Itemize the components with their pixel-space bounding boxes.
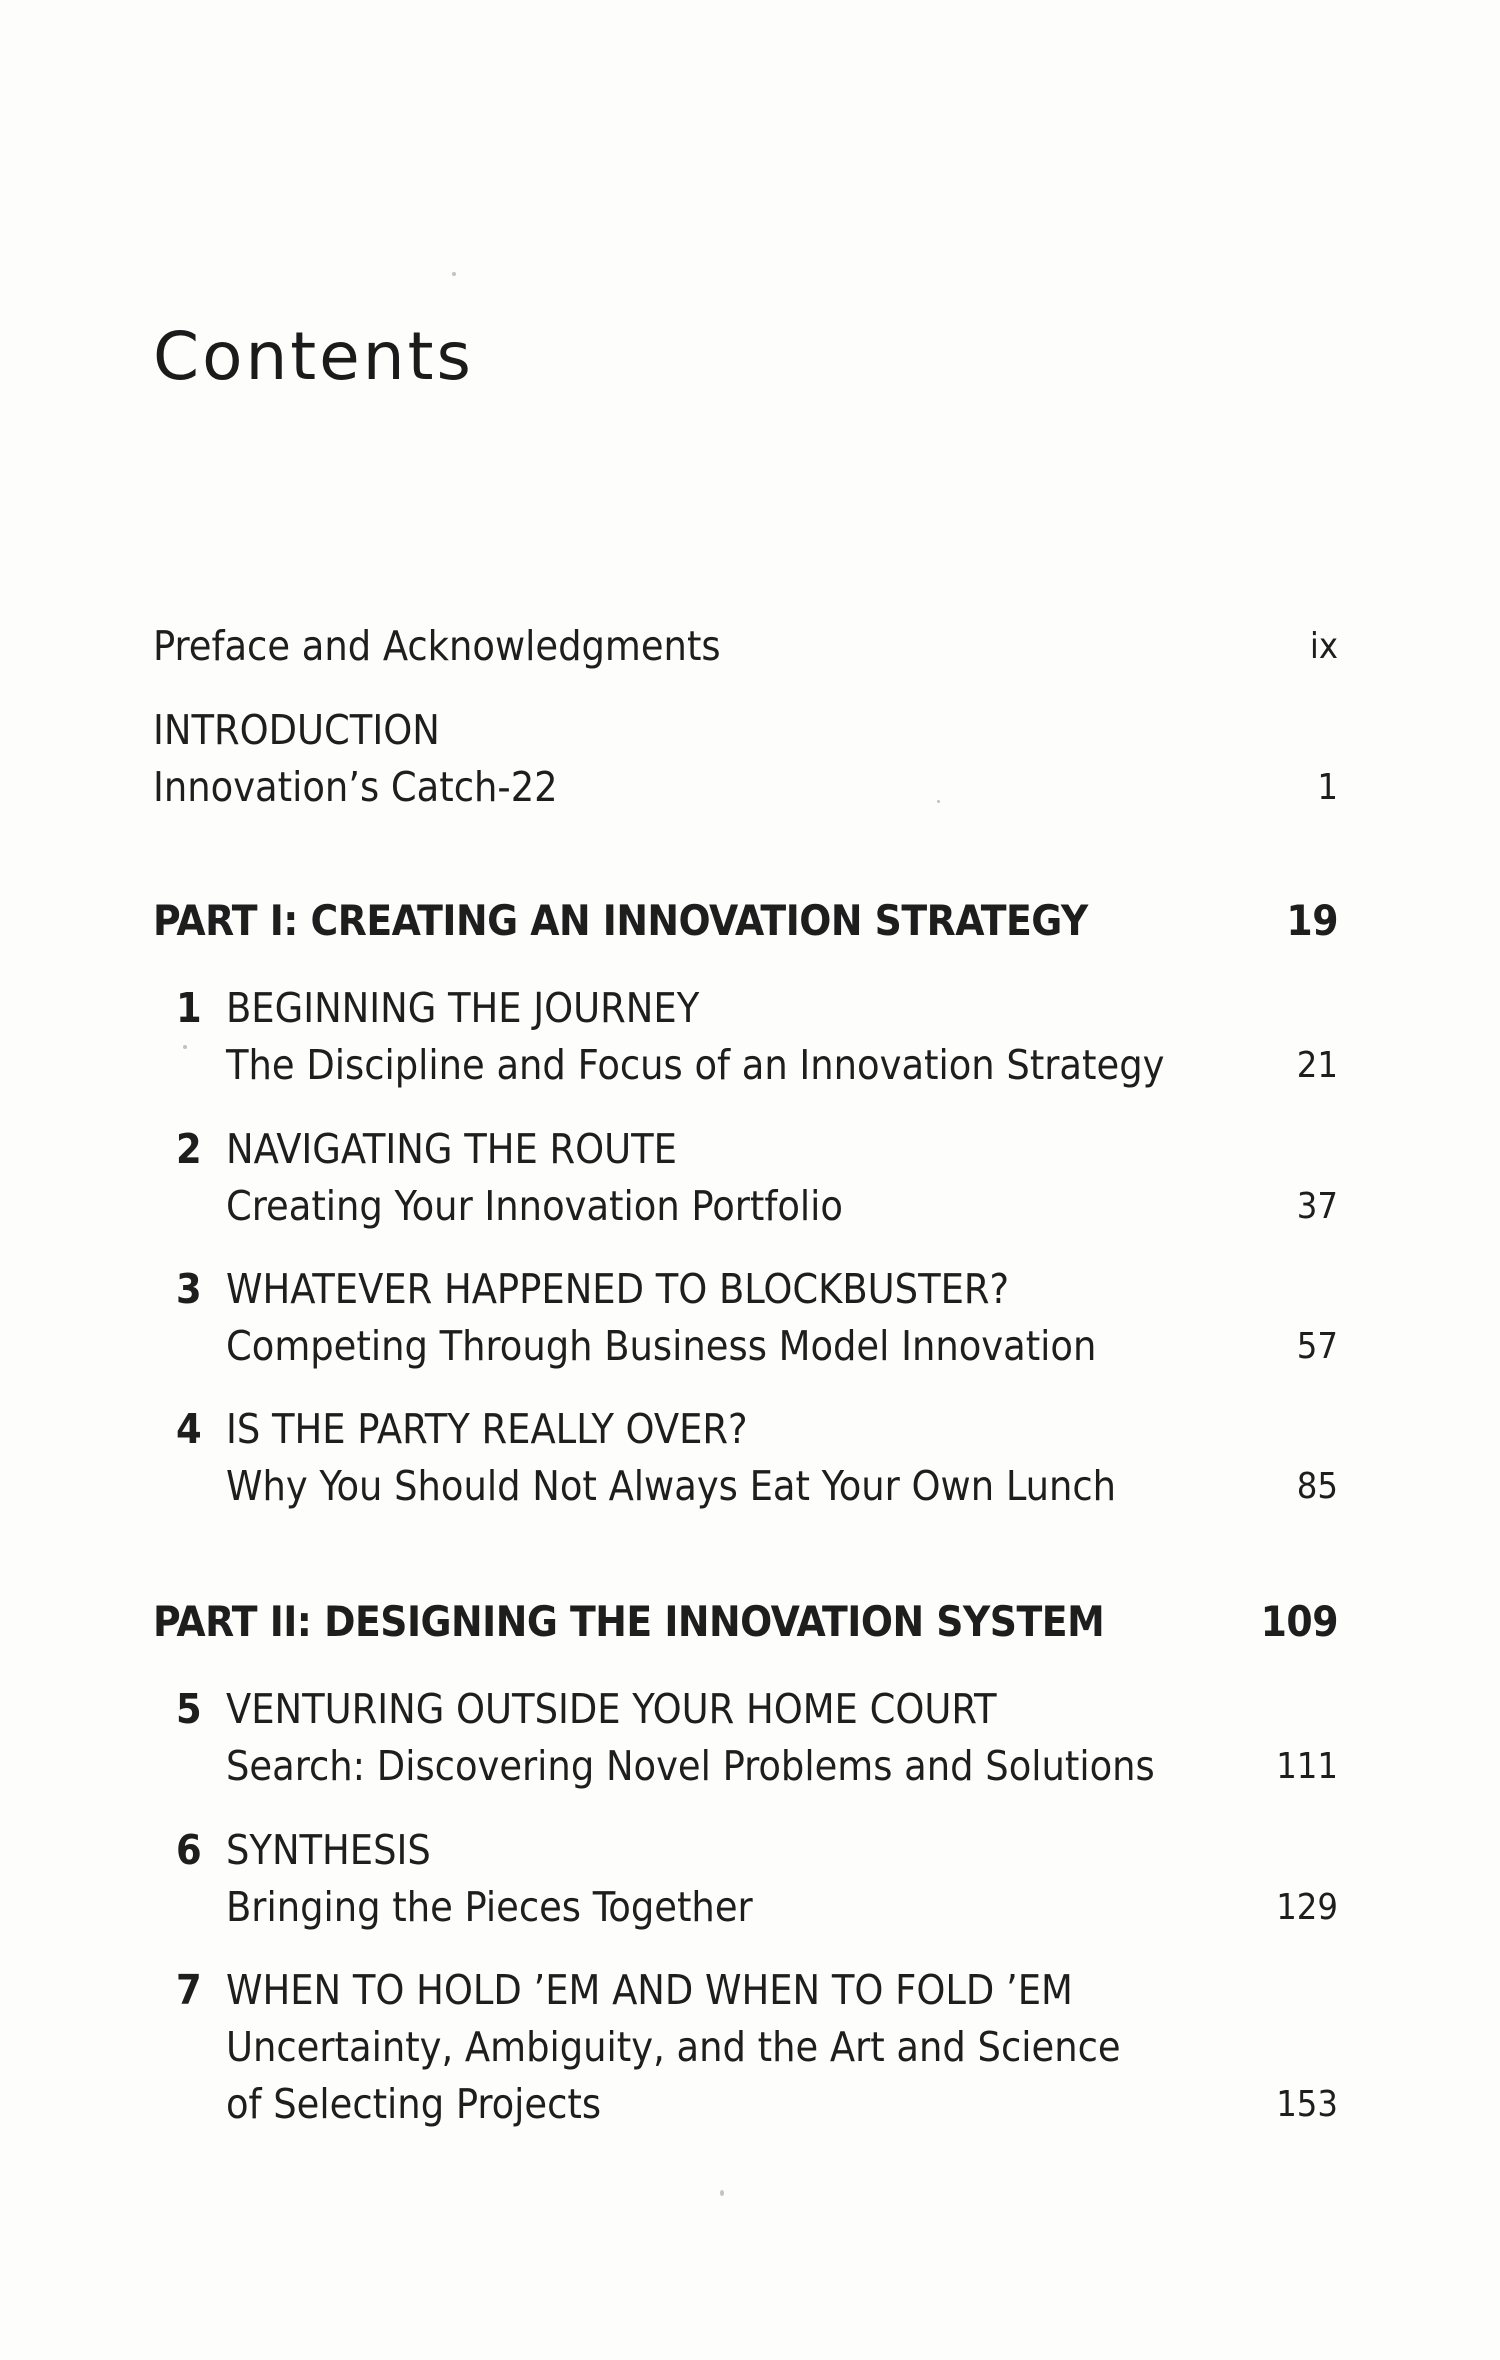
chapter-number: 5 <box>176 1685 202 1733</box>
page-number: 1 <box>1317 767 1338 808</box>
chapter-subtitle: Bringing the Pieces Together <box>226 1883 753 1931</box>
chapter-subtitle: Creating Your Innovation Portfolio <box>226 1182 843 1230</box>
toc-entry-introduction <box>153 702 1338 816</box>
toc-part-2 <box>153 1593 1338 1650</box>
scan-speck <box>720 2190 724 2196</box>
page-number: 85 <box>1296 1466 1338 1507</box>
toc-chapter-2 <box>153 1121 1338 1235</box>
chapter-subtitle: Why You Should Not Always Eat Your Own Lunch <box>226 1462 1117 1510</box>
scan-speck <box>937 800 940 803</box>
page-number: 111 <box>1276 1746 1338 1787</box>
toc-chapter-4 <box>153 1401 1338 1515</box>
chapter-heading: BEGINNING THE JOURNEY <box>226 984 700 1032</box>
page-number: 153 <box>1276 2084 1338 2125</box>
toc-part-1 <box>153 892 1338 949</box>
page-number: 109 <box>1260 1597 1338 1646</box>
chapter-subtitle: The Discipline and Focus of an Innovation Strategy <box>226 1041 1165 1089</box>
scan-speck <box>452 272 456 276</box>
page-number: 57 <box>1296 1326 1338 1367</box>
scan-speck <box>183 1045 187 1049</box>
chapter-number: 7 <box>176 1966 202 2014</box>
chapter-number: 6 <box>176 1826 202 1874</box>
chapter-heading: IS THE PARTY REALLY OVER? <box>226 1405 748 1453</box>
entry-subtitle: Innovation’s Catch-22 <box>153 763 558 811</box>
chapter-subtitle: Uncertainty, Ambiguity, and the Art and Science <box>226 2023 1121 2071</box>
chapter-heading: WHEN TO HOLD ’EM AND WHEN TO FOLD ’EM <box>226 1966 1073 2014</box>
entry-heading: INTRODUCTION <box>153 706 440 754</box>
chapter-heading: VENTURING OUTSIDE YOUR HOME COURT <box>226 1685 997 1733</box>
page-number: 21 <box>1296 1045 1338 1086</box>
chapter-subtitle: Search: Discovering Novel Problems and Solutions <box>226 1742 1155 1790</box>
chapter-number: 1 <box>176 984 202 1032</box>
toc-chapter-1 <box>153 980 1338 1094</box>
page-number: 37 <box>1296 1186 1338 1227</box>
chapter-heading: WHATEVER HAPPENED TO BLOCKBUSTER? <box>226 1265 1010 1313</box>
chapter-number: 3 <box>176 1265 202 1313</box>
chapter-subtitle: Competing Through Business Model Innovation <box>226 1322 1097 1370</box>
chapter-subtitle-continued: of Selecting Projects <box>226 2080 602 2128</box>
chapter-number: 4 <box>176 1405 202 1453</box>
toc-chapter-6 <box>153 1822 1338 1936</box>
toc-chapter-3 <box>153 1261 1338 1375</box>
toc-entry-preface <box>153 618 1338 675</box>
toc-chapter-5 <box>153 1681 1338 1795</box>
page-number: 19 <box>1286 896 1338 945</box>
part-title: PART I: CREATING AN INNOVATION STRATEGY <box>153 896 1088 945</box>
page-number: ix <box>1309 626 1338 667</box>
chapter-heading: NAVIGATING THE ROUTE <box>226 1125 677 1173</box>
chapter-heading: SYNTHESIS <box>226 1826 431 1874</box>
toc-chapter-7 <box>153 1962 1338 2133</box>
chapter-number: 2 <box>176 1125 202 1173</box>
entry-title: Preface and Acknowledgments <box>153 622 721 670</box>
part-title: PART II: DESIGNING THE INNOVATION SYSTEM <box>153 1597 1105 1646</box>
page-number: 129 <box>1276 1887 1338 1928</box>
page-title: Contents <box>153 318 474 395</box>
